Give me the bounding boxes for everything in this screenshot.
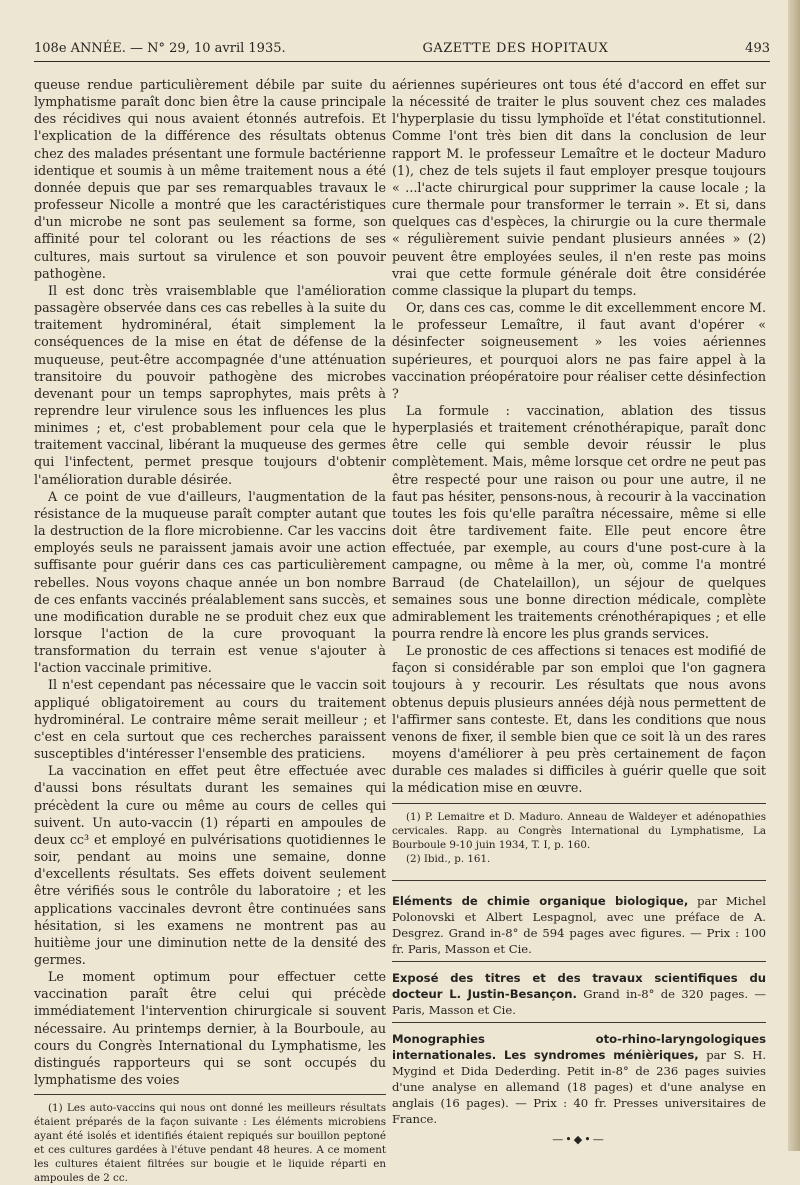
book-title: Monographies oto-rhino-laryngologiques internationales. Les syndromes ménièriques, xyxy=(392,1031,766,1062)
books-separator xyxy=(392,961,766,962)
book-notice-2 xyxy=(392,970,766,1018)
book-notice-1 xyxy=(392,893,766,957)
right-paragraph-4: Le pronostic de ces affections si tenaces est modifié de façon si considérable par son emploi que l'on gagnera toujours à y recourir. Les résultats que nous avons obtenus depuis plusieurs années déjà nous permettent de l'affirmer sans conteste. Et, dans les conditions que nous venons de fixer, il semble bien que ce soit là un des rares moyens d'améliorer à peu près certainement de façon durable ces malades si difficiles à guérir quelle que soit la médication mise en œuvre. xyxy=(392,643,766,796)
page-header xyxy=(34,38,770,58)
right-footnote-rule xyxy=(392,803,766,804)
header-rule xyxy=(34,61,770,62)
left-paragraph-1: queuse rendue particulièrement débile par suite du lymphatisme paraît donc bien être la cause principale des récidives qui nous avaient étonnés autrefois. Et l'explication de la différence des résultats obtenus chez des malades présentant une formule bactérienne identique et soumis à un même traitement nous a été donnée depuis que par ses remarquables travaux le professeur Nicolle a montré que les caractéristiques d'un microbe ne sont pas seulement sa forme, son affinité pour tel colorant ou les réactions de ses cultures, mais surtout sa virulence et son pouvoir pathogène. xyxy=(34,77,386,281)
left-paragraph-2: Il est donc très vraisemblable que l'amélioration passagère observée dans ces cas rebelles à la suite du traitement hydrominéral, était simplement la conséquences de la mise en état de défense de la muqueuse, peut-être accompagnée d'une atténuation transitoire du pouvoir pathogène des microbes devenant pour un temps saprophytes, mais prêts à reprendre leur virulence sous les influences les plus minimes ; et, c'est probablement pour cela que le traitement vaccinal, libérant la muqueuse des germes qui l'infectent, permet presque toujours d'obtenir l'amélioration durable désirée. xyxy=(34,282,386,487)
book-details: Grand in-8° de 320 pages. — Paris, Masson et Cie. xyxy=(392,986,766,1017)
book-details: par Michel Polonovski et Albert Lespagnol, avec une préface de A. Desgrez. Grand in-8° de 594 pages avec figures. — Prix : 100 fr. Paris, Masson et Cie. xyxy=(392,893,766,956)
publication-title: GAZETTE DES HOPITAUX xyxy=(422,40,609,56)
left-footnote-rule xyxy=(34,1094,386,1095)
left-paragraph-3: A ce point de vue d'ailleurs, l'augmentation de la résistance de la muqueuse paraît compter autant que la destruction de la flore microbienne. Car les vaccins employés seuls ne paraissent jamais avoir une action suffisante pour guérir dans ces cas particulièrement rebelles. Nous voyons chaque année un bon nombre de ces enfants vaccinés préalablement sans succès, et une modification durable ne se produit chez eux que lorsque l'action de la cure provoquant la transformation du terrain est venue s'ajouter à l'action vaccinale primitive. xyxy=(34,488,386,676)
issue-info: 108e ANNÉE. — N° 29, 10 avril 1935. xyxy=(34,40,286,56)
books-separator xyxy=(392,880,766,881)
books-separator xyxy=(392,1022,766,1023)
right-column xyxy=(392,76,766,1148)
book-title: Exposé des titres et des travaux scientifiques du docteur L. Justin-Besançon. xyxy=(392,970,766,1001)
right-footnote-2: (2) Ibid., p. 161. xyxy=(406,852,491,865)
right-paragraph-2: Or, dans ces cas, comme le dit excellemment encore M. le professeur Lemaître, il faut avant d'opérer « désinfecter soigneusement » les voies aériennes supérieures, et pourquoi alors ne pas faire appel à la vaccination préopératoire pour réaliser cette désinfection ? xyxy=(392,300,766,401)
left-column xyxy=(34,76,386,1185)
left-paragraph-6: Le moment optimum pour effectuer cette vaccination paraît être celui qui précède immédiatement l'intervention chirurgicale si souvent nécessaire. Au printemps dernier, à la Bourboule, au cours du Congrès International du Lymphatisme, les distingués rapporteurs qui se sont occupés du lymphatisme des voies xyxy=(34,969,386,1088)
right-footnote-1: (1) P. Lemaitre et D. Maduro. Anneau de Waldeyer et adénopathies cervicales. Rapp. au Congrès International du Lymphatisme, La Bourboule 9-10 juin 1934, T. I, p. 160. xyxy=(392,810,766,851)
book-title: Eléments de chimie organique biologique, xyxy=(392,893,689,908)
book-notice-3 xyxy=(392,1031,766,1127)
page-number: 493 xyxy=(745,40,770,56)
left-footnote: (1) Les auto-vaccins qui nous ont donné les meilleurs résultats étaient préparés de la façon suivante : Les éléments microbiens ayant été isolés et identifiés étaient repiqués sur bouillon peptoné et ces cultures gardées à l'étuve pendant 48 heures. A ce moment les cultures étaient filtrées sur bougie et le liquide réparti en ampoules de 2 cc. xyxy=(34,1102,386,1185)
left-paragraph-5: La vaccination en effet peut être effectuée avec d'aussi bons résultats durant les semaines qui précèdent la cure ou même au cours de celles qui suivent. Un auto-vaccin (1) réparti en ampoules de deux cc³ et employé en pulvérisations quotidiennes le soir, pendant au moins une semaine, donne d'excellents résultats. Ses effets doivent seulement être vérifiés sous le contrôle du laboratoire ; et les applications vaccinales devront être continuées sans hésitation, si les examens ne montrent pas au huitième jour une diminution nette de la densité des germes. xyxy=(34,763,386,967)
left-paragraph-4: Il n'est cependant pas nécessaire que le vaccin soit appliqué obligatoirement au cours du traitement hydrominéral. Le contraire même serait meilleur ; et c'est en cela surtout que ces recherches paraissent susceptibles d'intéresser l'ensemble des praticiens. xyxy=(34,677,386,762)
right-paragraph-3: La formule : vaccination, ablation des tissus hyperplasiés et traitement crénothérapique, paraît donc être celle qui semble devoir réussir le plus complètement. Mais, même lorsque cet ordre ne peut pas être respecté pour une raison ou pour une autre, il ne faut pas hésiter, pensons-nous, à recourir à la vaccination toutes les fois qu'elle paraîtra nécessaire, même si elle doit être tardivement faite. Elle peut encore être effectuée, par exemple, au cours d'une post-cure à la campagne, ou même à la mer, où, comme l'a montré Barraud (de Chatelaillon), un séjour de quelques semaines sous une bonne direction médicale, complète admirablement les traitements crénothérapiques ; et elle pourra rendre là encore les plus grands services. xyxy=(392,402,766,641)
page-edge-shadow xyxy=(788,0,800,1151)
right-paragraph-1: aériennes supérieures ont tous été d'accord en effet sur la nécessité de traiter le plus souvent chez ces malades l'hyperplasie du tissu lymphoïde et l'état constitutionnel. Comme l'ont très bien dit dans la conclusion de leur rapport M. le professeur Lemaître et le docteur Maduro (1), chez de tels sujets il faut employer presque toujours « ...l'acte chirurgical pour supprimer la cause locale ; la cure thermale pour transformer le terrain ». Et si, dans quelques cas d'espèces, la chirurgie ou la cure thermale « régulièrement suivie pendant plusieurs années » (2) peuvent être employées seules, il n'en reste pas moins vrai que cette formule générale doit être considérée comme classique la plupart du temps. xyxy=(392,77,766,298)
book-details: par S. H. Mygind et Dida Dederding. Petit in-8° de 236 pages suivies d'une analyse en allemand (18 pages) et d'une analyse en anglais (16 pages). — Prix : 40 fr. Presses universitaires de France. xyxy=(392,1047,767,1126)
end-ornament: —•◆•— xyxy=(552,1132,606,1146)
